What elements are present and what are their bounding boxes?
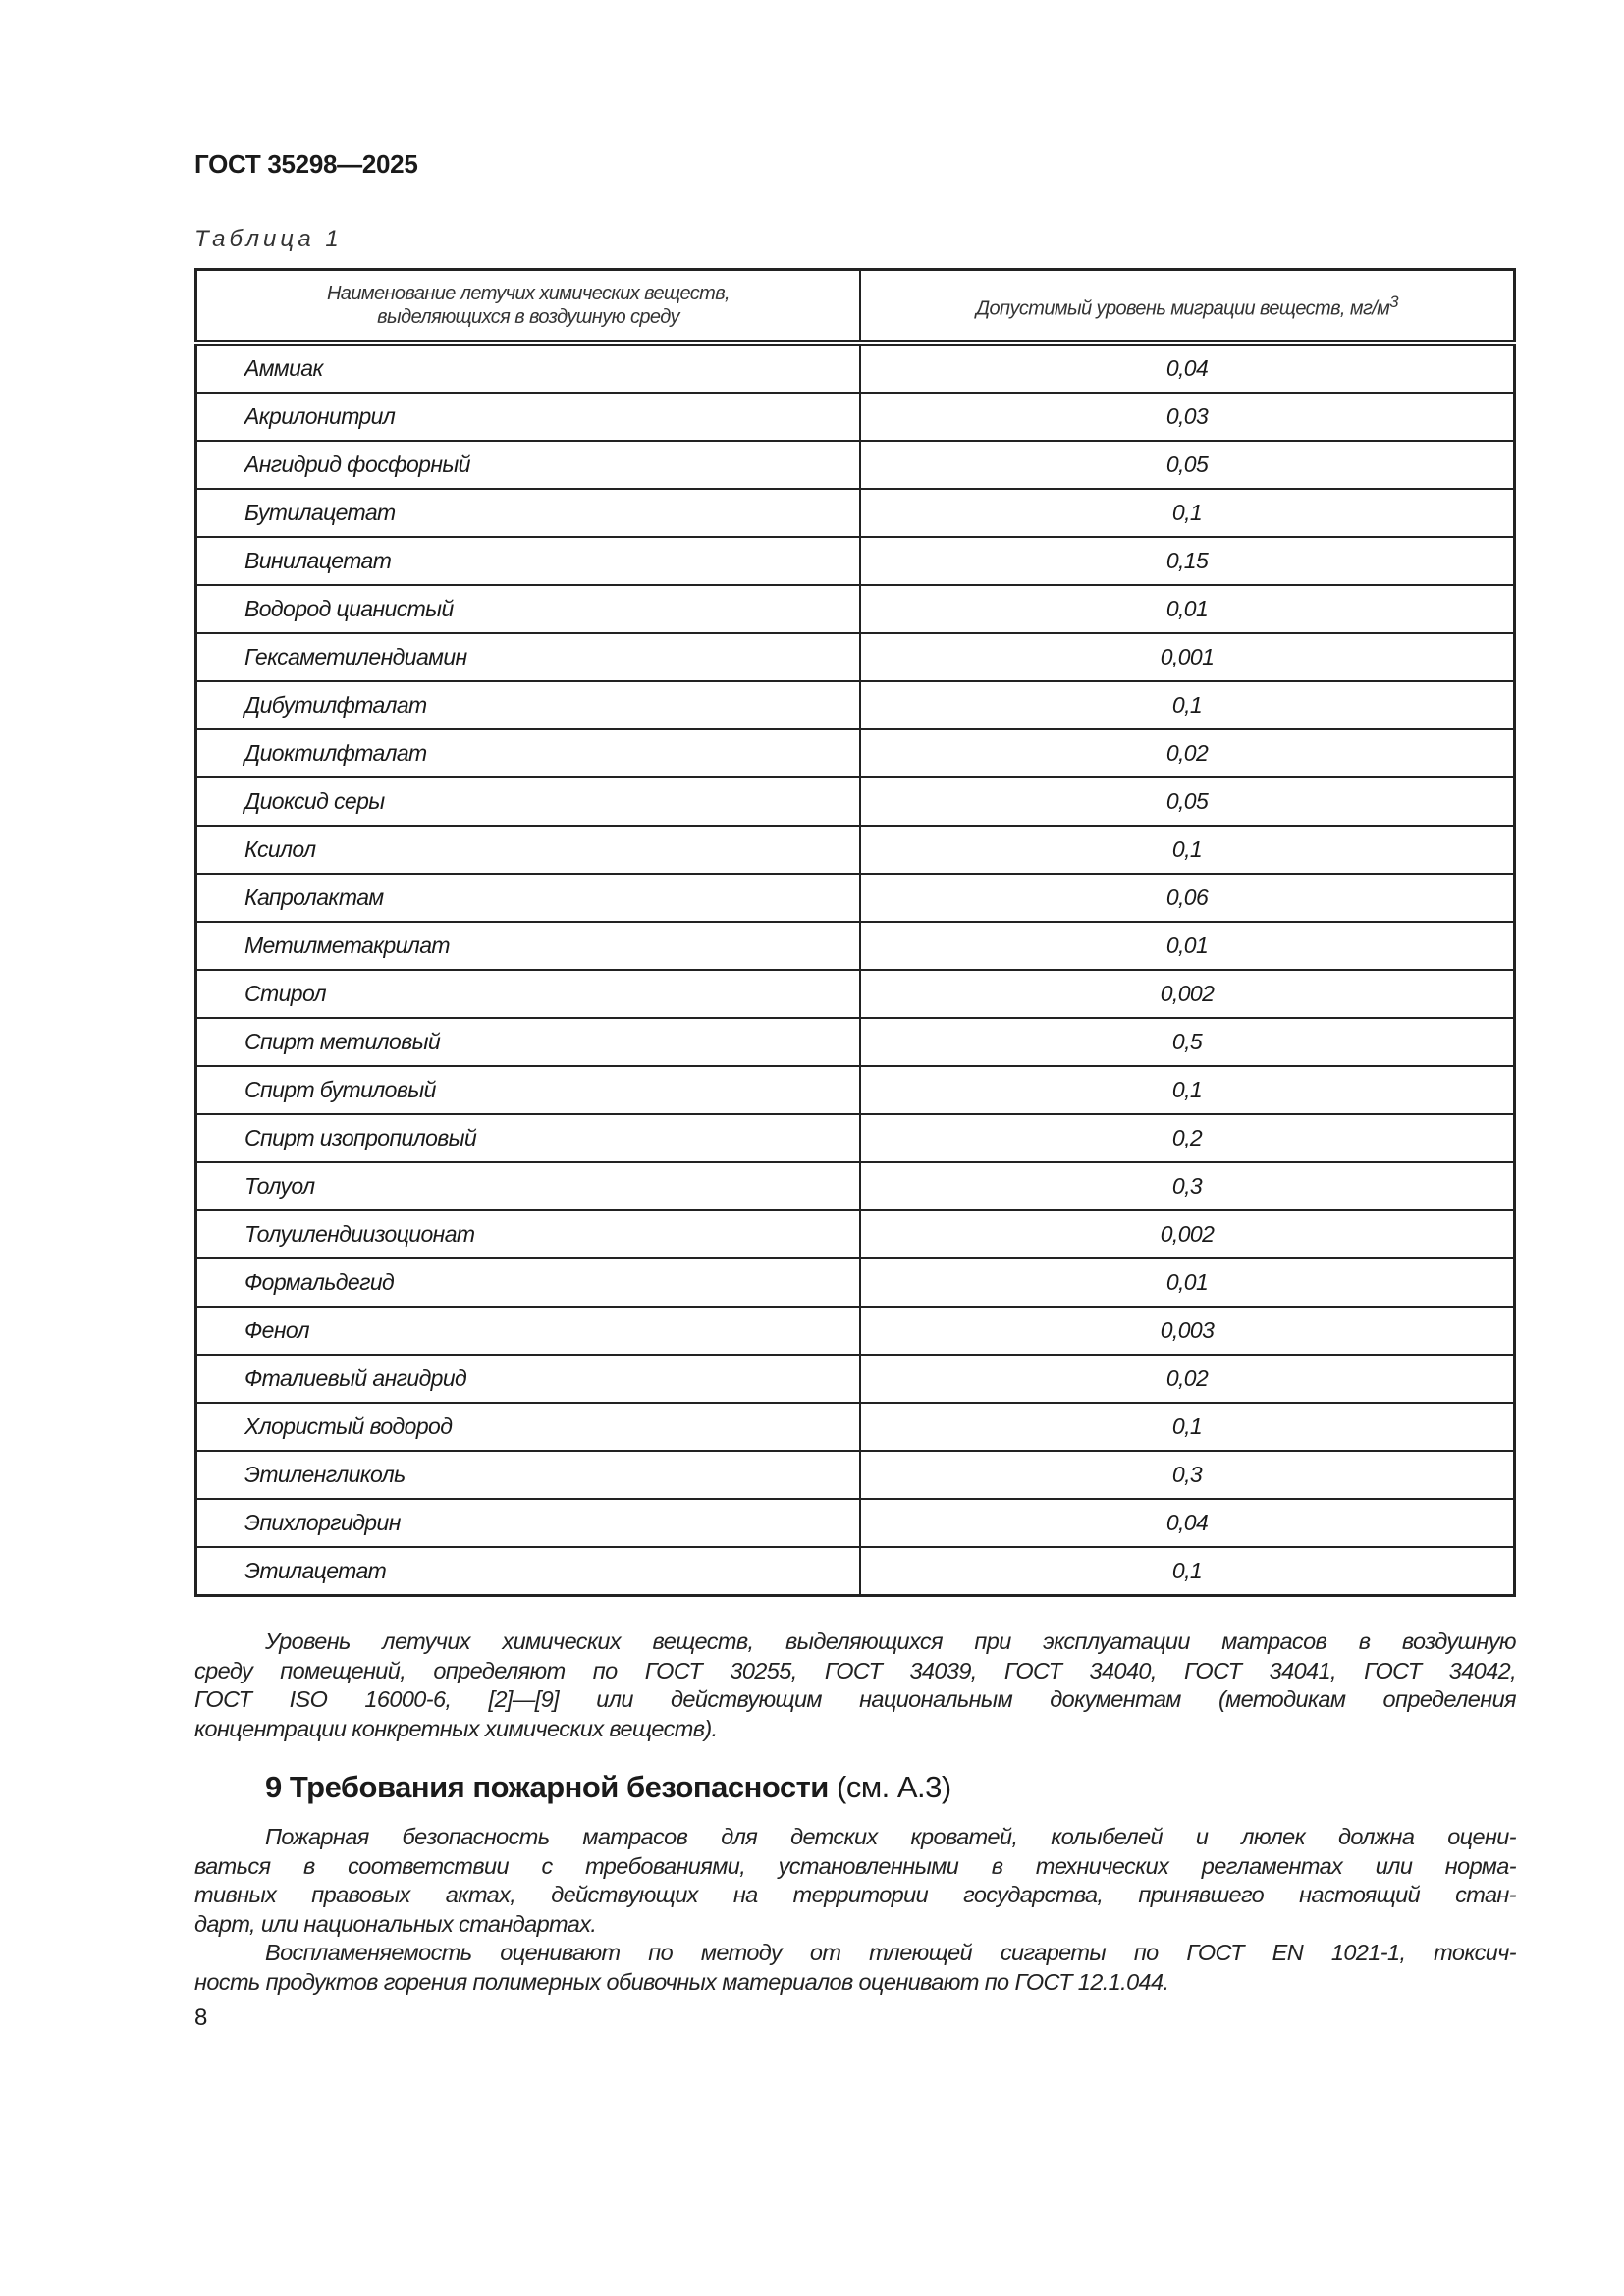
migration-level: 0,002 — [860, 970, 1515, 1018]
table-row — [196, 1114, 1515, 1162]
table-row — [196, 777, 1515, 826]
table-row — [196, 585, 1515, 633]
page-number: 8 — [194, 2004, 208, 2031]
migration-level: 0,01 — [860, 585, 1515, 633]
substance-name: Фенол — [196, 1307, 861, 1355]
table-header-row — [196, 270, 1515, 344]
migration-level: 0,1 — [860, 1066, 1515, 1114]
paragraph-line: дарт, или национальных стандартах. — [194, 1910, 597, 1937]
table-row — [196, 1258, 1515, 1307]
paragraph-line: ГОСТ ISO 16000-6, [2]—[9] или действующим национальным документам (методикам определения — [194, 1686, 1516, 1712]
substance-name: Капролактам — [196, 874, 861, 922]
table-row — [196, 489, 1515, 537]
table-row — [196, 343, 1515, 393]
substance-name: Диоксид серы — [196, 777, 861, 826]
substance-name: Формальдегид — [196, 1258, 861, 1307]
substance-name: Винилацетат — [196, 537, 861, 585]
migration-level: 0,03 — [860, 393, 1515, 441]
paragraph-line: ваться в соответствии с требованиями, установленными в технических регламентах или норма- — [194, 1852, 1516, 1879]
migration-level: 0,02 — [860, 729, 1515, 777]
migration-level: 0,3 — [860, 1451, 1515, 1499]
substance-name: Фталиевый ангидрид — [196, 1355, 861, 1403]
substance-name: Водород цианистый — [196, 585, 861, 633]
column-header-level — [860, 270, 1515, 344]
paragraph-line: ность продуктов горения полимерных обивочных материалов оценивают по ГОСТ 12.1.044. — [194, 1968, 1169, 1995]
substance-name: Толуилендиизоционат — [196, 1210, 861, 1258]
table-row — [196, 874, 1515, 922]
migration-level: 0,002 — [860, 1210, 1515, 1258]
migration-level: 0,02 — [860, 1355, 1515, 1403]
substance-name: Дибутилфталат — [196, 681, 861, 729]
section-number: 9 — [265, 1770, 282, 1804]
table-row — [196, 681, 1515, 729]
migration-level: 0,15 — [860, 537, 1515, 585]
migration-level: 0,1 — [860, 681, 1515, 729]
substance-name: Стирол — [196, 970, 861, 1018]
column-header-substance — [196, 270, 861, 344]
substance-name: Спирт изопропиловый — [196, 1114, 861, 1162]
table-row — [196, 1499, 1515, 1547]
table-row — [196, 1547, 1515, 1596]
migration-table — [194, 268, 1516, 1597]
substance-name: Этилацетат — [196, 1547, 861, 1596]
section-heading — [265, 1770, 951, 1805]
document-header: ГОСТ 35298—2025 — [194, 149, 418, 179]
table-row — [196, 537, 1515, 585]
substance-name: Эпихлоргидрин — [196, 1499, 861, 1547]
section-ref: (см. А.3) — [837, 1770, 951, 1804]
paragraph-line: среду помещений, определяют по ГОСТ 30255, ГОСТ 34039, ГОСТ 34040, ГОСТ 34041, ГОСТ 34042, — [194, 1657, 1516, 1683]
table-row — [196, 393, 1515, 441]
migration-level: 0,2 — [860, 1114, 1515, 1162]
migration-level: 0,003 — [860, 1307, 1515, 1355]
migration-level: 0,04 — [860, 343, 1515, 393]
migration-level: 0,01 — [860, 1258, 1515, 1307]
substance-name: Ангидрид фосфорный — [196, 441, 861, 489]
substance-name: Аммиак — [196, 343, 861, 393]
column-header-substance-text: Наименование летучих химических веществ, выделяющихся в воздушную среду — [326, 283, 731, 328]
table-row — [196, 633, 1515, 681]
paragraph-methods — [194, 1628, 1516, 1743]
table-row — [196, 1355, 1515, 1403]
paragraph-line: тивных правовых актах, действующих на территории государства, принявшего настоящий стан- — [194, 1882, 1516, 1907]
table-row — [196, 922, 1515, 970]
substance-name: Гексаметилендиамин — [196, 633, 861, 681]
table-row — [196, 970, 1515, 1018]
migration-level: 0,5 — [860, 1018, 1515, 1066]
table-row — [196, 441, 1515, 489]
paragraph-line: концентрации конкретных химических веществ). — [194, 1715, 718, 1741]
paragraph-line: Пожарная безопасность матрасов для детских кроватей, колыбелей и люлек должна оцени- — [265, 1824, 1516, 1849]
table-caption: Таблица 1 — [194, 226, 343, 252]
substance-name: Ксилол — [196, 826, 861, 874]
migration-level: 0,01 — [860, 922, 1515, 970]
migration-level: 0,1 — [860, 489, 1515, 537]
substance-name: Метилметакрилат — [196, 922, 861, 970]
table-row — [196, 1451, 1515, 1499]
substance-name: Хлористый водород — [196, 1403, 861, 1451]
migration-level: 0,1 — [860, 1403, 1515, 1451]
substance-name: Акрилонитрил — [196, 393, 861, 441]
substance-name: Спирт бутиловый — [196, 1066, 861, 1114]
paragraph-fire-safety — [194, 1823, 1516, 1939]
migration-level: 0,04 — [860, 1499, 1515, 1547]
table-row — [196, 1210, 1515, 1258]
migration-level: 0,1 — [860, 1547, 1515, 1596]
paragraph-line: Воспламеняемость оценивают по методу от тлеющей сигареты по ГОСТ EN 1021-1, токсич- — [265, 1940, 1516, 1965]
paragraph-line: Уровень летучих химических веществ, выделяющихся при эксплуатации матрасов в воздушную — [265, 1629, 1516, 1654]
substance-name: Толуол — [196, 1162, 861, 1210]
table-row — [196, 1018, 1515, 1066]
substance-name: Спирт метиловый — [196, 1018, 861, 1066]
table-row — [196, 826, 1515, 874]
substance-name: Диоктилфталат — [196, 729, 861, 777]
table-row — [196, 1307, 1515, 1355]
section-title: Требования пожарной безопасности — [289, 1770, 829, 1804]
migration-level: 0,05 — [860, 441, 1515, 489]
column-header-level-text: Допустимый уровень миграции веществ, мг/м — [976, 297, 1390, 320]
migration-level: 0,001 — [860, 633, 1515, 681]
table-row — [196, 1162, 1515, 1210]
migration-level: 0,3 — [860, 1162, 1515, 1210]
table-row — [196, 1066, 1515, 1114]
migration-level: 0,1 — [860, 826, 1515, 874]
migration-level: 0,05 — [860, 777, 1515, 826]
migration-level: 0,06 — [860, 874, 1515, 922]
substance-name: Этиленгликоль — [196, 1451, 861, 1499]
table-row — [196, 1403, 1515, 1451]
table-row — [196, 729, 1515, 777]
unit-superscript: 3 — [1389, 292, 1398, 311]
substance-name: Бутилацетат — [196, 489, 861, 537]
paragraph-flammability — [194, 1939, 1516, 1997]
